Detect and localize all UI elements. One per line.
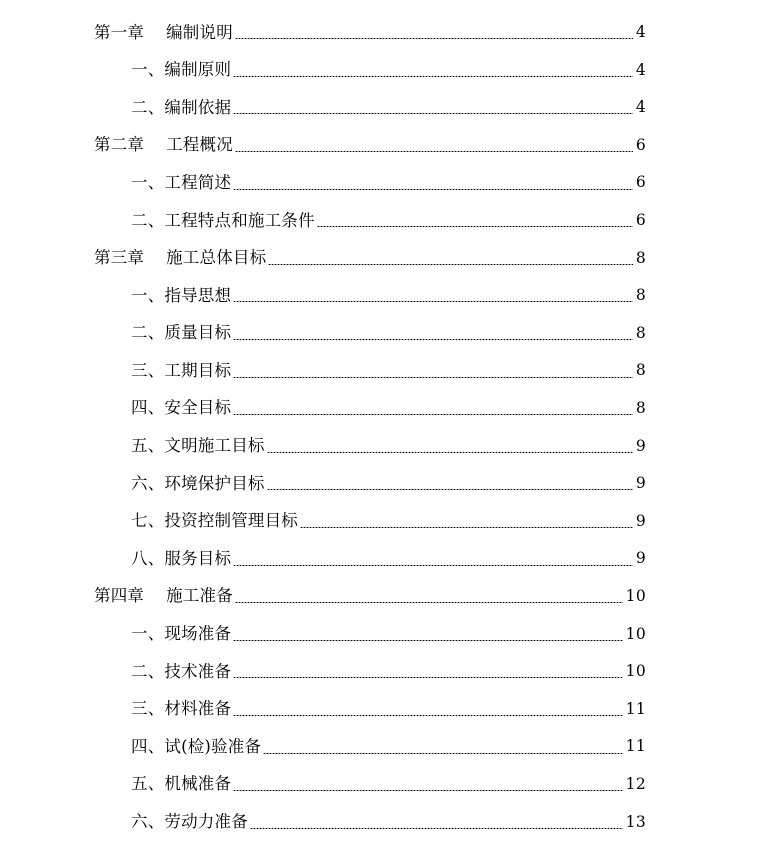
dot-leader (267, 452, 633, 453)
page-number: 10 (625, 662, 646, 681)
page-number: 8 (635, 361, 646, 380)
section-title: 二、质量目标 (131, 323, 232, 343)
page-number: 13 (625, 812, 646, 831)
toc-chapter[interactable] (0, 14, 759, 52)
toc-section[interactable] (0, 728, 759, 766)
toc-section[interactable] (0, 52, 759, 90)
toc-entry-text (94, 250, 266, 267)
toc-section[interactable] (0, 352, 759, 390)
dot-leader (235, 151, 633, 152)
page-number: 6 (635, 173, 646, 192)
toc-section[interactable] (0, 540, 759, 578)
toc-entry-text (94, 588, 233, 605)
section-title: 一、编制原则 (131, 60, 232, 80)
section-title: 三、材料准备 (131, 699, 232, 719)
chapter-number: 第三章 (94, 248, 145, 268)
toc-section[interactable] (0, 390, 759, 428)
chapter-number: 第四章 (94, 586, 145, 606)
toc-entry-text (94, 22, 233, 42)
page-number: 9 (635, 474, 646, 493)
page-number: 9 (635, 436, 646, 455)
page-number: 11 (625, 737, 646, 756)
toc-entry-text (94, 137, 233, 154)
section-title: 六、环境保护目标 (131, 473, 265, 493)
chapter-title: 施工准备 (166, 586, 233, 606)
chapter-title: 工程概况 (166, 135, 233, 155)
dot-leader (233, 715, 622, 716)
page-number: 11 (625, 699, 646, 718)
page-number: 4 (635, 23, 646, 42)
toc-section[interactable] (0, 277, 759, 315)
toc-section[interactable] (0, 691, 759, 729)
toc-section[interactable] (0, 766, 759, 804)
section-title: 一、工程简述 (131, 172, 232, 192)
dot-leader (235, 602, 623, 603)
page-number: 8 (635, 286, 646, 305)
section-title: 五、机械准备 (131, 774, 232, 794)
page-number: 8 (635, 398, 646, 417)
section-title: 四、试(检)验准备 (131, 736, 262, 756)
page-number: 9 (635, 511, 646, 530)
page-number: 4 (635, 98, 646, 117)
dot-leader (233, 301, 633, 302)
dot-leader (233, 677, 622, 678)
dot-leader (233, 339, 633, 340)
page-number: 10 (625, 586, 646, 605)
section-title: 四、安全目标 (131, 398, 232, 418)
toc-chapter[interactable] (0, 578, 759, 616)
section-title: 七、投资控制管理目标 (131, 511, 298, 531)
toc-section[interactable] (0, 164, 759, 202)
toc-chapter[interactable] (0, 127, 759, 165)
dot-leader (233, 189, 633, 190)
section-title: 二、工程特点和施工条件 (131, 210, 315, 230)
page-number: 6 (635, 135, 646, 154)
chapter-number: 第一章 (94, 22, 145, 42)
page-number: 8 (635, 323, 646, 342)
toc-section[interactable] (0, 202, 759, 240)
section-title: 八、服务目标 (131, 548, 232, 568)
toc-section[interactable] (0, 653, 759, 691)
dot-leader (235, 38, 633, 39)
toc-section[interactable] (0, 89, 759, 127)
dot-leader (233, 377, 633, 378)
dot-leader (317, 226, 633, 227)
chapter-number: 第二章 (94, 135, 145, 155)
dot-leader (233, 414, 633, 415)
table-of-contents (0, 14, 759, 841)
section-title: 五、文明施工目标 (131, 436, 265, 456)
section-title: 一、指导思想 (131, 285, 232, 305)
dot-leader (233, 113, 633, 114)
toc-section[interactable] (0, 503, 759, 541)
section-title: 二、编制依据 (131, 97, 232, 117)
toc-section[interactable] (0, 315, 759, 353)
chapter-title: 施工总体目标 (166, 248, 267, 268)
dot-leader (267, 489, 633, 490)
toc-section[interactable] (0, 465, 759, 503)
page-number: 10 (625, 624, 646, 643)
toc-section[interactable] (0, 616, 759, 654)
page-number: 4 (635, 60, 646, 79)
page-number: 12 (625, 774, 646, 793)
toc-section[interactable] (0, 428, 759, 466)
dot-leader (233, 565, 633, 566)
dot-leader (233, 790, 622, 791)
toc-chapter[interactable] (0, 240, 759, 278)
dot-leader (233, 640, 622, 641)
section-title: 三、工期目标 (131, 360, 232, 380)
page-number: 8 (635, 248, 646, 267)
dot-leader (250, 828, 623, 829)
dot-leader (263, 753, 622, 754)
toc-section[interactable] (0, 803, 759, 841)
dot-leader (268, 264, 633, 265)
section-title: 六、劳动力准备 (131, 812, 248, 832)
dot-leader (233, 76, 633, 77)
section-title: 一、现场准备 (131, 624, 232, 644)
dot-leader (300, 527, 633, 528)
section-title: 二、技术准备 (131, 661, 232, 681)
chapter-title: 编制说明 (166, 22, 233, 42)
page-number: 9 (635, 549, 646, 568)
page-number: 6 (635, 211, 646, 230)
